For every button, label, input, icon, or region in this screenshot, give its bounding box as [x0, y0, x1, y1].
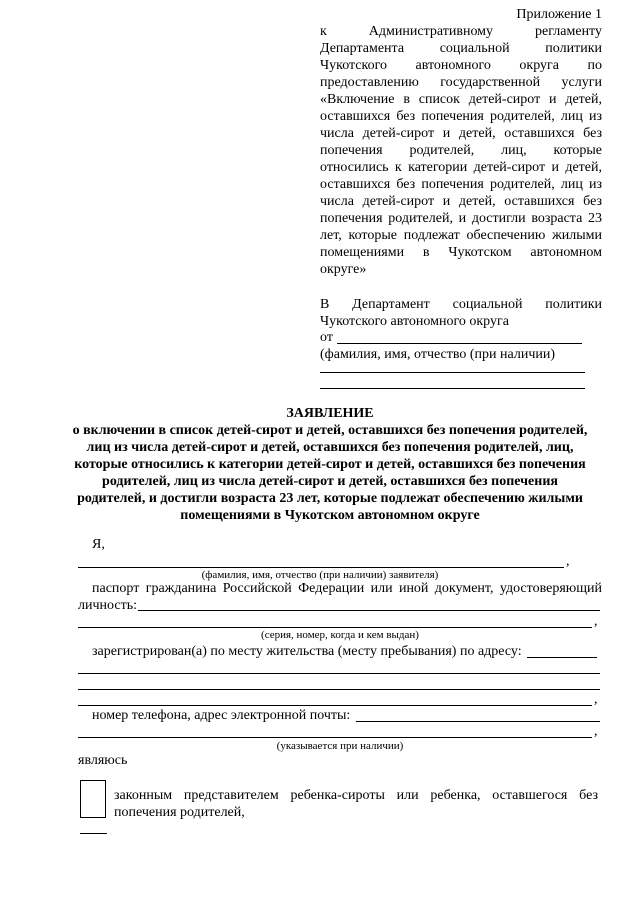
phone-label: номер телефона, адрес электронной почты: — [92, 708, 351, 723]
option-1-label: законным представителем ребенка-сироты или ребенка, оставшегося без — [114, 788, 598, 803]
appendix-line: «Включение в список детей-сирот и детей, — [320, 92, 602, 107]
addressee-from-label: от — [320, 330, 333, 345]
appendix-line: попечения родителей, и достигли возраста 23 — [320, 211, 602, 226]
i-label: Я, — [92, 537, 105, 552]
address-field-4[interactable] — [78, 705, 592, 706]
appendix-line: относились к категории детей-сирот и детей, — [320, 160, 602, 175]
appendix-line: Чукотского автономного округа по — [320, 58, 602, 73]
title-line: которые относились к категории детей-сирот и детей, оставшихся без попечения — [74, 457, 586, 472]
fio-comma: , — [566, 554, 570, 569]
title-line: помещениями в Чукотском автономном округе — [180, 508, 480, 523]
appendix-line: оставшихся без попечения родителей, лиц из — [320, 109, 602, 124]
appendix-line: к Административному регламенту — [320, 24, 602, 39]
title-line: лиц из числа детей-сирот и детей, оставшихся без попечения родителей, лиц, — [86, 440, 574, 455]
appendix-line: оставшихся без попечения родителей, лиц из — [320, 177, 602, 192]
addressee-line-1: В Департамент социальной политики — [320, 297, 602, 312]
addressee-line-2: Чукотского автономного округа — [320, 314, 509, 329]
fio-caption: (фамилия, имя, отчество (при наличии) заявителя) — [201, 569, 439, 581]
option-1-label-2: попечения родителей, — [114, 805, 245, 820]
appendix-line: помещениями в Чукотском автономном — [320, 245, 602, 260]
applicant-fio-field[interactable] — [78, 567, 564, 568]
addressee-from-field[interactable] — [337, 343, 582, 344]
address-comma: , — [594, 692, 598, 707]
passport-comma: , — [594, 614, 598, 629]
option-2-checkbox[interactable] — [80, 833, 107, 834]
passport-label: паспорт гражданина Российской Федерации или иной документ, удостоверяющий — [92, 581, 602, 596]
phone-field-2[interactable] — [78, 737, 592, 738]
appendix-line: числа детей-сирот и детей, оставшихся без — [320, 126, 602, 141]
phone-comma: , — [594, 724, 598, 739]
appendix-last-line: округе» — [320, 262, 367, 277]
addressee-fio-hint: (фамилия, имя, отчество (при наличии) — [320, 347, 556, 362]
passport-field-1[interactable] — [138, 610, 600, 611]
registered-label: зарегистрирован(а) по месту жительства (месту пребывания) по адресу: — [92, 644, 522, 659]
appendix-heading: Приложение 1 — [516, 7, 602, 22]
phone-caption: (указывается при наличии) — [276, 740, 404, 752]
address-field-2[interactable] — [78, 673, 600, 674]
passport-label-2: личность: — [78, 598, 137, 613]
title-line: о включении в список детей-сирот и детей, оставшихся без попечения родителей, — [72, 423, 588, 438]
appendix-line: лет, которые подлежат обеспечению жилыми — [320, 228, 602, 243]
appendix-line: Департамента социальной политики — [320, 41, 602, 56]
passport-field-2[interactable] — [78, 627, 592, 628]
appendix-line: предоставлению государственной услуги — [320, 75, 602, 90]
appendix-line: попечения родителей, лиц, которые — [320, 143, 602, 158]
title-line: родителей, лиц из числа детей-сирот и детей, оставшихся без попечения — [102, 474, 558, 489]
document-title: ЗАЯВЛЕНИЕ — [286, 406, 374, 421]
title-line: родителей, и достигли возраста 23 лет, которые подлежат обеспечению жилыми — [77, 491, 583, 506]
passport-caption: (серия, номер, когда и кем выдан) — [261, 629, 419, 641]
addressee-extra-field-2[interactable] — [320, 388, 585, 389]
option-1-checkbox[interactable] — [80, 780, 106, 818]
address-field-1[interactable] — [527, 657, 597, 658]
addressee-extra-field-1[interactable] — [320, 372, 585, 373]
address-field-3[interactable] — [78, 689, 600, 690]
being-label: являюсь — [78, 753, 128, 768]
appendix-line: числа детей-сирот и детей, оставшихся без — [320, 194, 602, 209]
phone-field-1[interactable] — [356, 721, 600, 722]
